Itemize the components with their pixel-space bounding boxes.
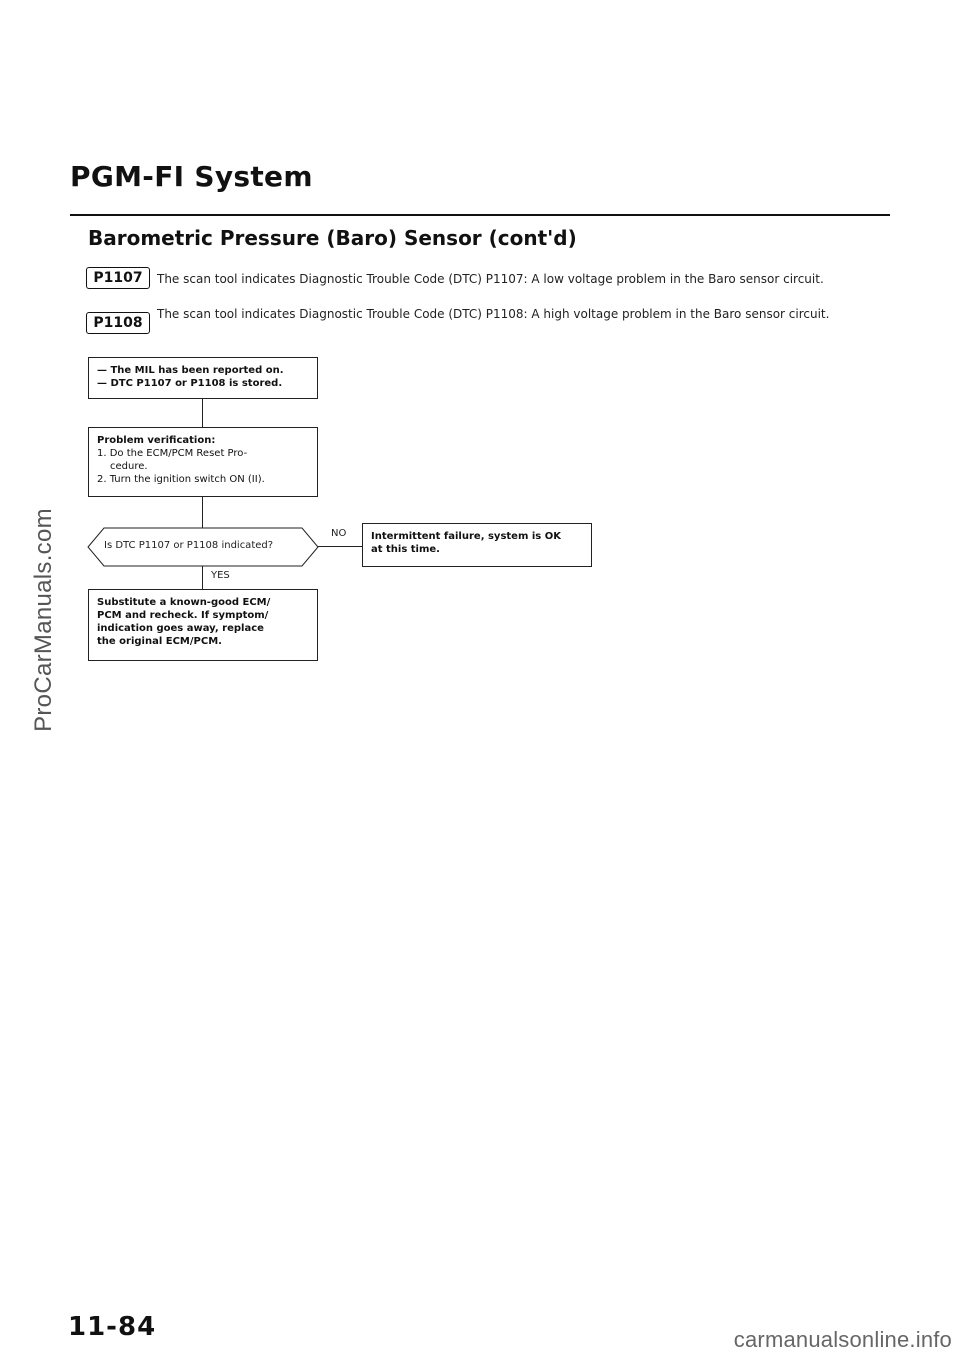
substitute-line-3: indication goes away, replace <box>97 623 264 634</box>
start-line-dtc: — DTC P1107 or P1108 is stored. <box>97 378 283 389</box>
page-number: 11-84 <box>68 1312 157 1342</box>
side-watermark: ProCarManuals.com <box>30 508 57 732</box>
flow-start-box <box>88 357 318 399</box>
title-divider <box>70 214 890 216</box>
start-line-mil: — The MIL has been reported on. <box>97 365 284 376</box>
verification-step-1: 1. Do the ECM/PCM Reset Pro- <box>97 448 248 459</box>
footer-watermark: carmanualsonline.info <box>733 1327 952 1352</box>
connector-no-branch <box>318 546 362 547</box>
connector-start-verify <box>202 399 203 427</box>
substitute-ecm-box <box>88 589 318 661</box>
yes-label: YES <box>211 570 230 581</box>
connector-verify-decision <box>202 497 203 528</box>
substitute-line-4: the original ECM/PCM. <box>97 636 222 647</box>
substitute-line-1: Substitute a known-good ECM/ <box>97 597 271 608</box>
section-subtitle: Barometric Pressure (Baro) Sensor (cont'd) <box>88 226 577 250</box>
verification-step-2: 2. Turn the ignition switch ON (II). <box>97 474 265 485</box>
intermittent-failure-box <box>362 523 592 567</box>
flow-verification-box <box>88 427 318 497</box>
dtc-badge-p1107: P1107 <box>86 267 150 289</box>
intermittent-line-2: at this time. <box>371 544 440 555</box>
verification-step-1-cont: cedure. <box>110 461 148 472</box>
no-label: NO <box>331 528 347 539</box>
dtc-description-p1108: The scan tool indicates Diagnostic Trouble Code (DTC) P1108: A high voltage problem in the Baro sensor circuit. <box>157 307 830 321</box>
decision-question: Is DTC P1107 or P1108 indicated? <box>104 540 274 551</box>
connector-yes-branch <box>202 566 203 589</box>
dtc-badge-p1108: P1108 <box>86 312 150 334</box>
verification-heading: Problem verification: <box>97 435 216 446</box>
page-title: PGM-FI System <box>70 160 313 193</box>
substitute-line-2: PCM and recheck. If symptom/ <box>97 610 269 621</box>
dtc-description-p1107: The scan tool indicates Diagnostic Trouble Code (DTC) P1107: A low voltage problem in the Baro sensor circuit. <box>157 272 824 286</box>
intermittent-line-1: Intermittent failure, system is OK <box>371 531 561 542</box>
